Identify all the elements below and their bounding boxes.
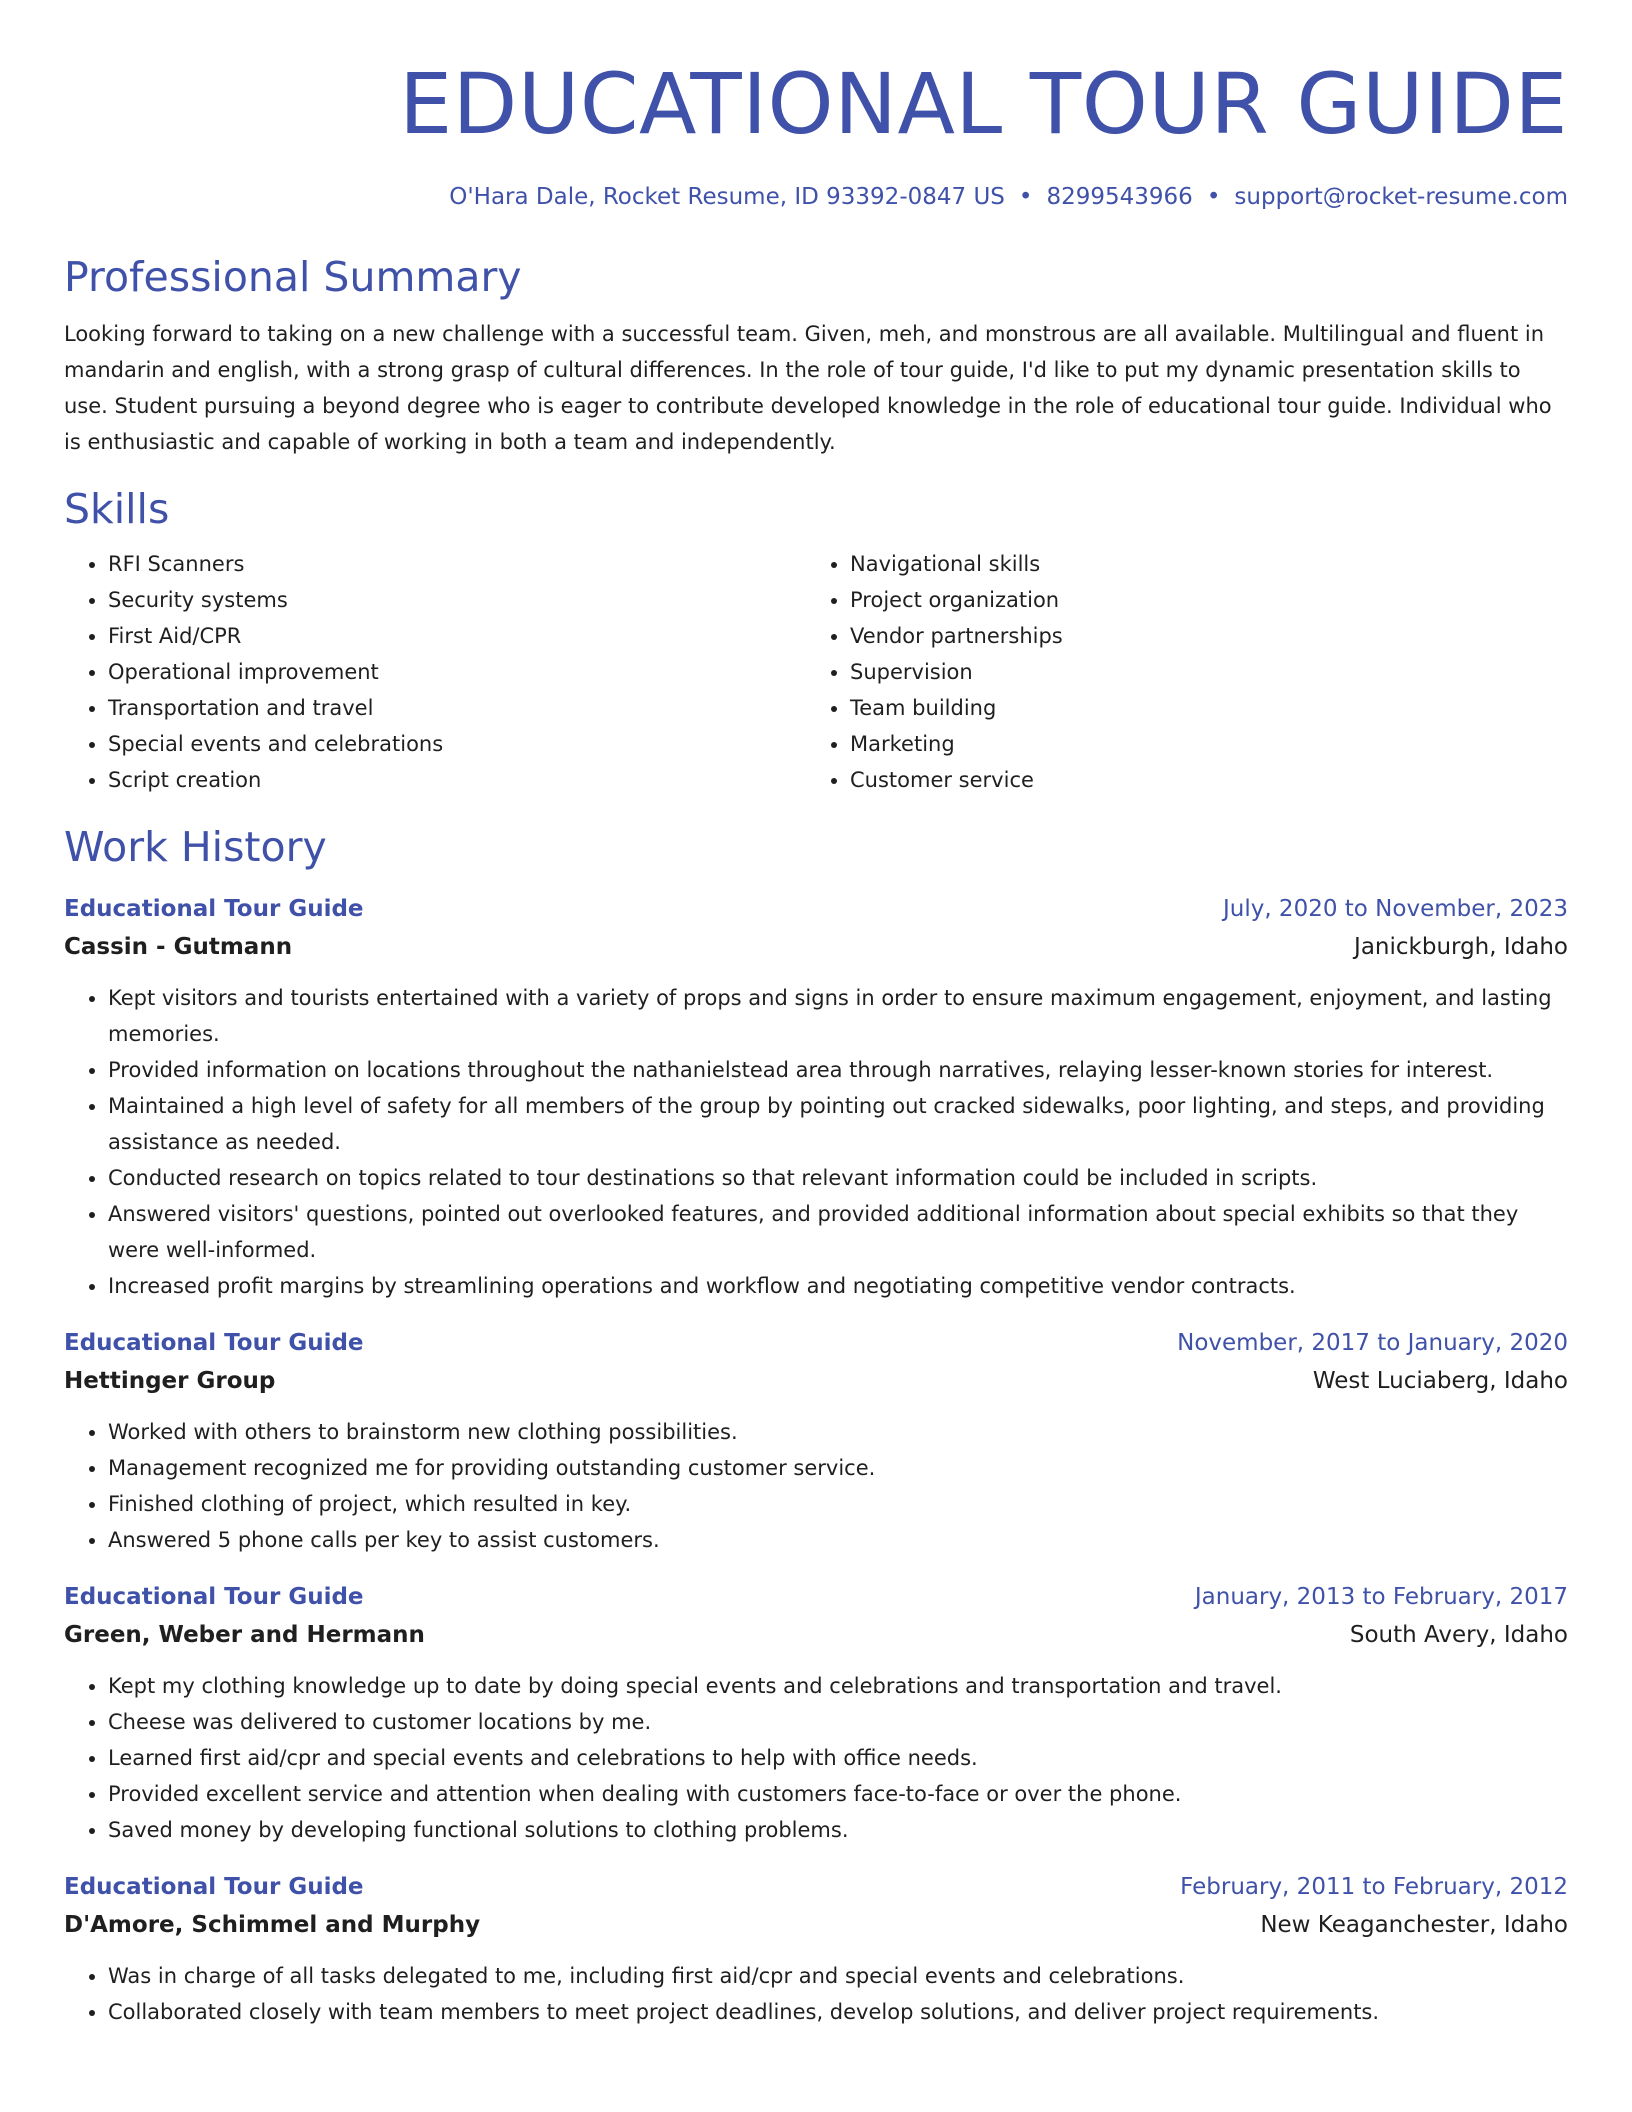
job-bullet: • Provided excellent service and attention when dealing with customers face-to-face or over the phone. (108, 1776, 1568, 1812)
job-title: Educational Tour Guide (64, 1584, 364, 1610)
job-header-row (64, 890, 1568, 928)
contact-separator: • (1206, 184, 1221, 210)
job-dates: February, 2011 to February, 2012 (1180, 1874, 1568, 1900)
skills-heading: Skills (64, 485, 170, 533)
skill-item: • Marketing (850, 726, 1548, 762)
skill-item: • Special events and celebrations (108, 726, 806, 762)
skill-item: • Project organization (850, 582, 1548, 618)
skill-item: • Team building (850, 690, 1548, 726)
job-entry (64, 1868, 1568, 2030)
job-dates: November, 2017 to January, 2020 (1177, 1330, 1568, 1356)
job-bullets (64, 1414, 1568, 1558)
job-bullet: • Saved money by developing functional solutions to clothing problems. (108, 1812, 1568, 1848)
skill-item: • Security systems (108, 582, 806, 618)
job-header-row (64, 1578, 1568, 1616)
job-bullet: • Answered visitors' questions, pointed out overlooked features, and provided additional information about special exhibits so that they were well-informed. (108, 1196, 1568, 1268)
job-bullet: • Cheese was delivered to customer locations by me. (108, 1704, 1568, 1740)
job-entry (64, 890, 1568, 1304)
skill-item: • Customer service (850, 762, 1548, 798)
contact-address: O'Hara Dale, Rocket Resume, ID 93392-0847 US (449, 184, 1005, 210)
contact-separator: • (1018, 184, 1033, 210)
job-title: Educational Tour Guide (64, 1874, 364, 1900)
skill-item: • Supervision (850, 654, 1548, 690)
job-location: South Avery, Idaho (1349, 1622, 1568, 1648)
job-company-row (64, 1362, 1568, 1400)
job-company: Green, Weber and Hermann (64, 1622, 425, 1648)
job-bullet: • Answered 5 phone calls per key to assist customers. (108, 1522, 1568, 1558)
job-dates: July, 2020 to November, 2023 (1222, 896, 1568, 922)
skills-list-right (806, 546, 1548, 798)
job-bullet: • Was in charge of all tasks delegated to me, including first aid/cpr and special events and celebrations. (108, 1958, 1568, 1994)
job-bullet: • Finished clothing of project, which resulted in key. (108, 1486, 1568, 1522)
job-company: D'Amore, Schimmel and Murphy (64, 1912, 481, 1938)
contact-email: support@rocket-resume.com (1234, 184, 1568, 210)
summary-text: Looking forward to taking on a new challenge with a successful team. Given, meh, and monstrous are all available. Multilingual and fluent in mandarin and english, with a strong grasp of cultural differences. In the role of tour guide, I'd like to put my dynamic presentation skills to use. Student pursuing a beyond degree who is eager to contribute developed knowledge in the role of educational tour guide. Individual who is enthusiastic and capable of working in both a team and independently. (64, 322, 1552, 454)
skill-item: • Script creation (108, 762, 806, 798)
job-entry (64, 1324, 1568, 1558)
contact-line (64, 180, 1568, 214)
job-bullet: • Conducted research on topics related to tour destinations so that relevant information could be included in scripts. (108, 1160, 1568, 1196)
job-location: Janickburgh, Idaho (1354, 934, 1568, 960)
resume-title: EDUCATIONAL TOUR GUIDE (399, 55, 1568, 153)
summary-heading: Professional Summary (64, 253, 522, 301)
job-title: Educational Tour Guide (64, 896, 364, 922)
job-bullet: • Kept visitors and tourists entertained with a variety of props and signs in order to ensure maximum engagement, enjoyment, and lasting memories. (108, 980, 1568, 1052)
job-title: Educational Tour Guide (64, 1330, 364, 1356)
job-entry (64, 1578, 1568, 1848)
job-company: Hettinger Group (64, 1368, 276, 1394)
job-bullet: • Increased profit margins by streamlining operations and workflow and negotiating competitive vendor contracts. (108, 1268, 1568, 1304)
work-history-heading: Work History (64, 823, 327, 871)
job-bullet: • Collaborated closely with team members to meet project deadlines, develop solutions, and deliver project requirements. (108, 1994, 1568, 2030)
skill-item: • Transportation and travel (108, 690, 806, 726)
job-company-row (64, 1906, 1568, 1944)
job-bullet: • Management recognized me for providing outstanding customer service. (108, 1450, 1568, 1486)
job-bullet: • Worked with others to brainstorm new clothing possibilities. (108, 1414, 1568, 1450)
skill-item: • Operational improvement (108, 654, 806, 690)
job-location: West Luciaberg, Idaho (1312, 1368, 1568, 1394)
job-company-row (64, 1616, 1568, 1654)
job-bullet: • Kept my clothing knowledge up to date by doing special events and celebrations and transportation and travel. (108, 1668, 1568, 1704)
contact-phone: 8299543966 (1046, 184, 1193, 210)
job-dates: January, 2013 to February, 2017 (1194, 1584, 1568, 1610)
job-header-row (64, 1868, 1568, 1906)
job-bullets (64, 980, 1568, 1304)
skills-grid (64, 546, 1568, 798)
skill-item: • RFI Scanners (108, 546, 806, 582)
job-company-row (64, 928, 1568, 966)
job-location: New Keaganchester, Idaho (1260, 1912, 1568, 1938)
job-company: Cassin - Gutmann (64, 934, 293, 960)
skill-item: • Navigational skills (850, 546, 1548, 582)
job-header-row (64, 1324, 1568, 1362)
job-bullets (64, 1668, 1568, 1848)
skill-item: • Vendor partnerships (850, 618, 1548, 654)
skills-list-left (64, 546, 806, 798)
job-bullets (64, 1958, 1568, 2030)
job-bullet: • Maintained a high level of safety for all members of the group by pointing out cracked sidewalks, poor lighting, and steps, and providing assistance as needed. (108, 1088, 1568, 1160)
skill-item: • First Aid/CPR (108, 618, 806, 654)
job-bullet: • Provided information on locations throughout the nathanielstead area through narratives, relaying lesser-known stories for interest. (108, 1052, 1568, 1088)
job-bullet: • Learned first aid/cpr and special events and celebrations to help with office needs. (108, 1740, 1568, 1776)
